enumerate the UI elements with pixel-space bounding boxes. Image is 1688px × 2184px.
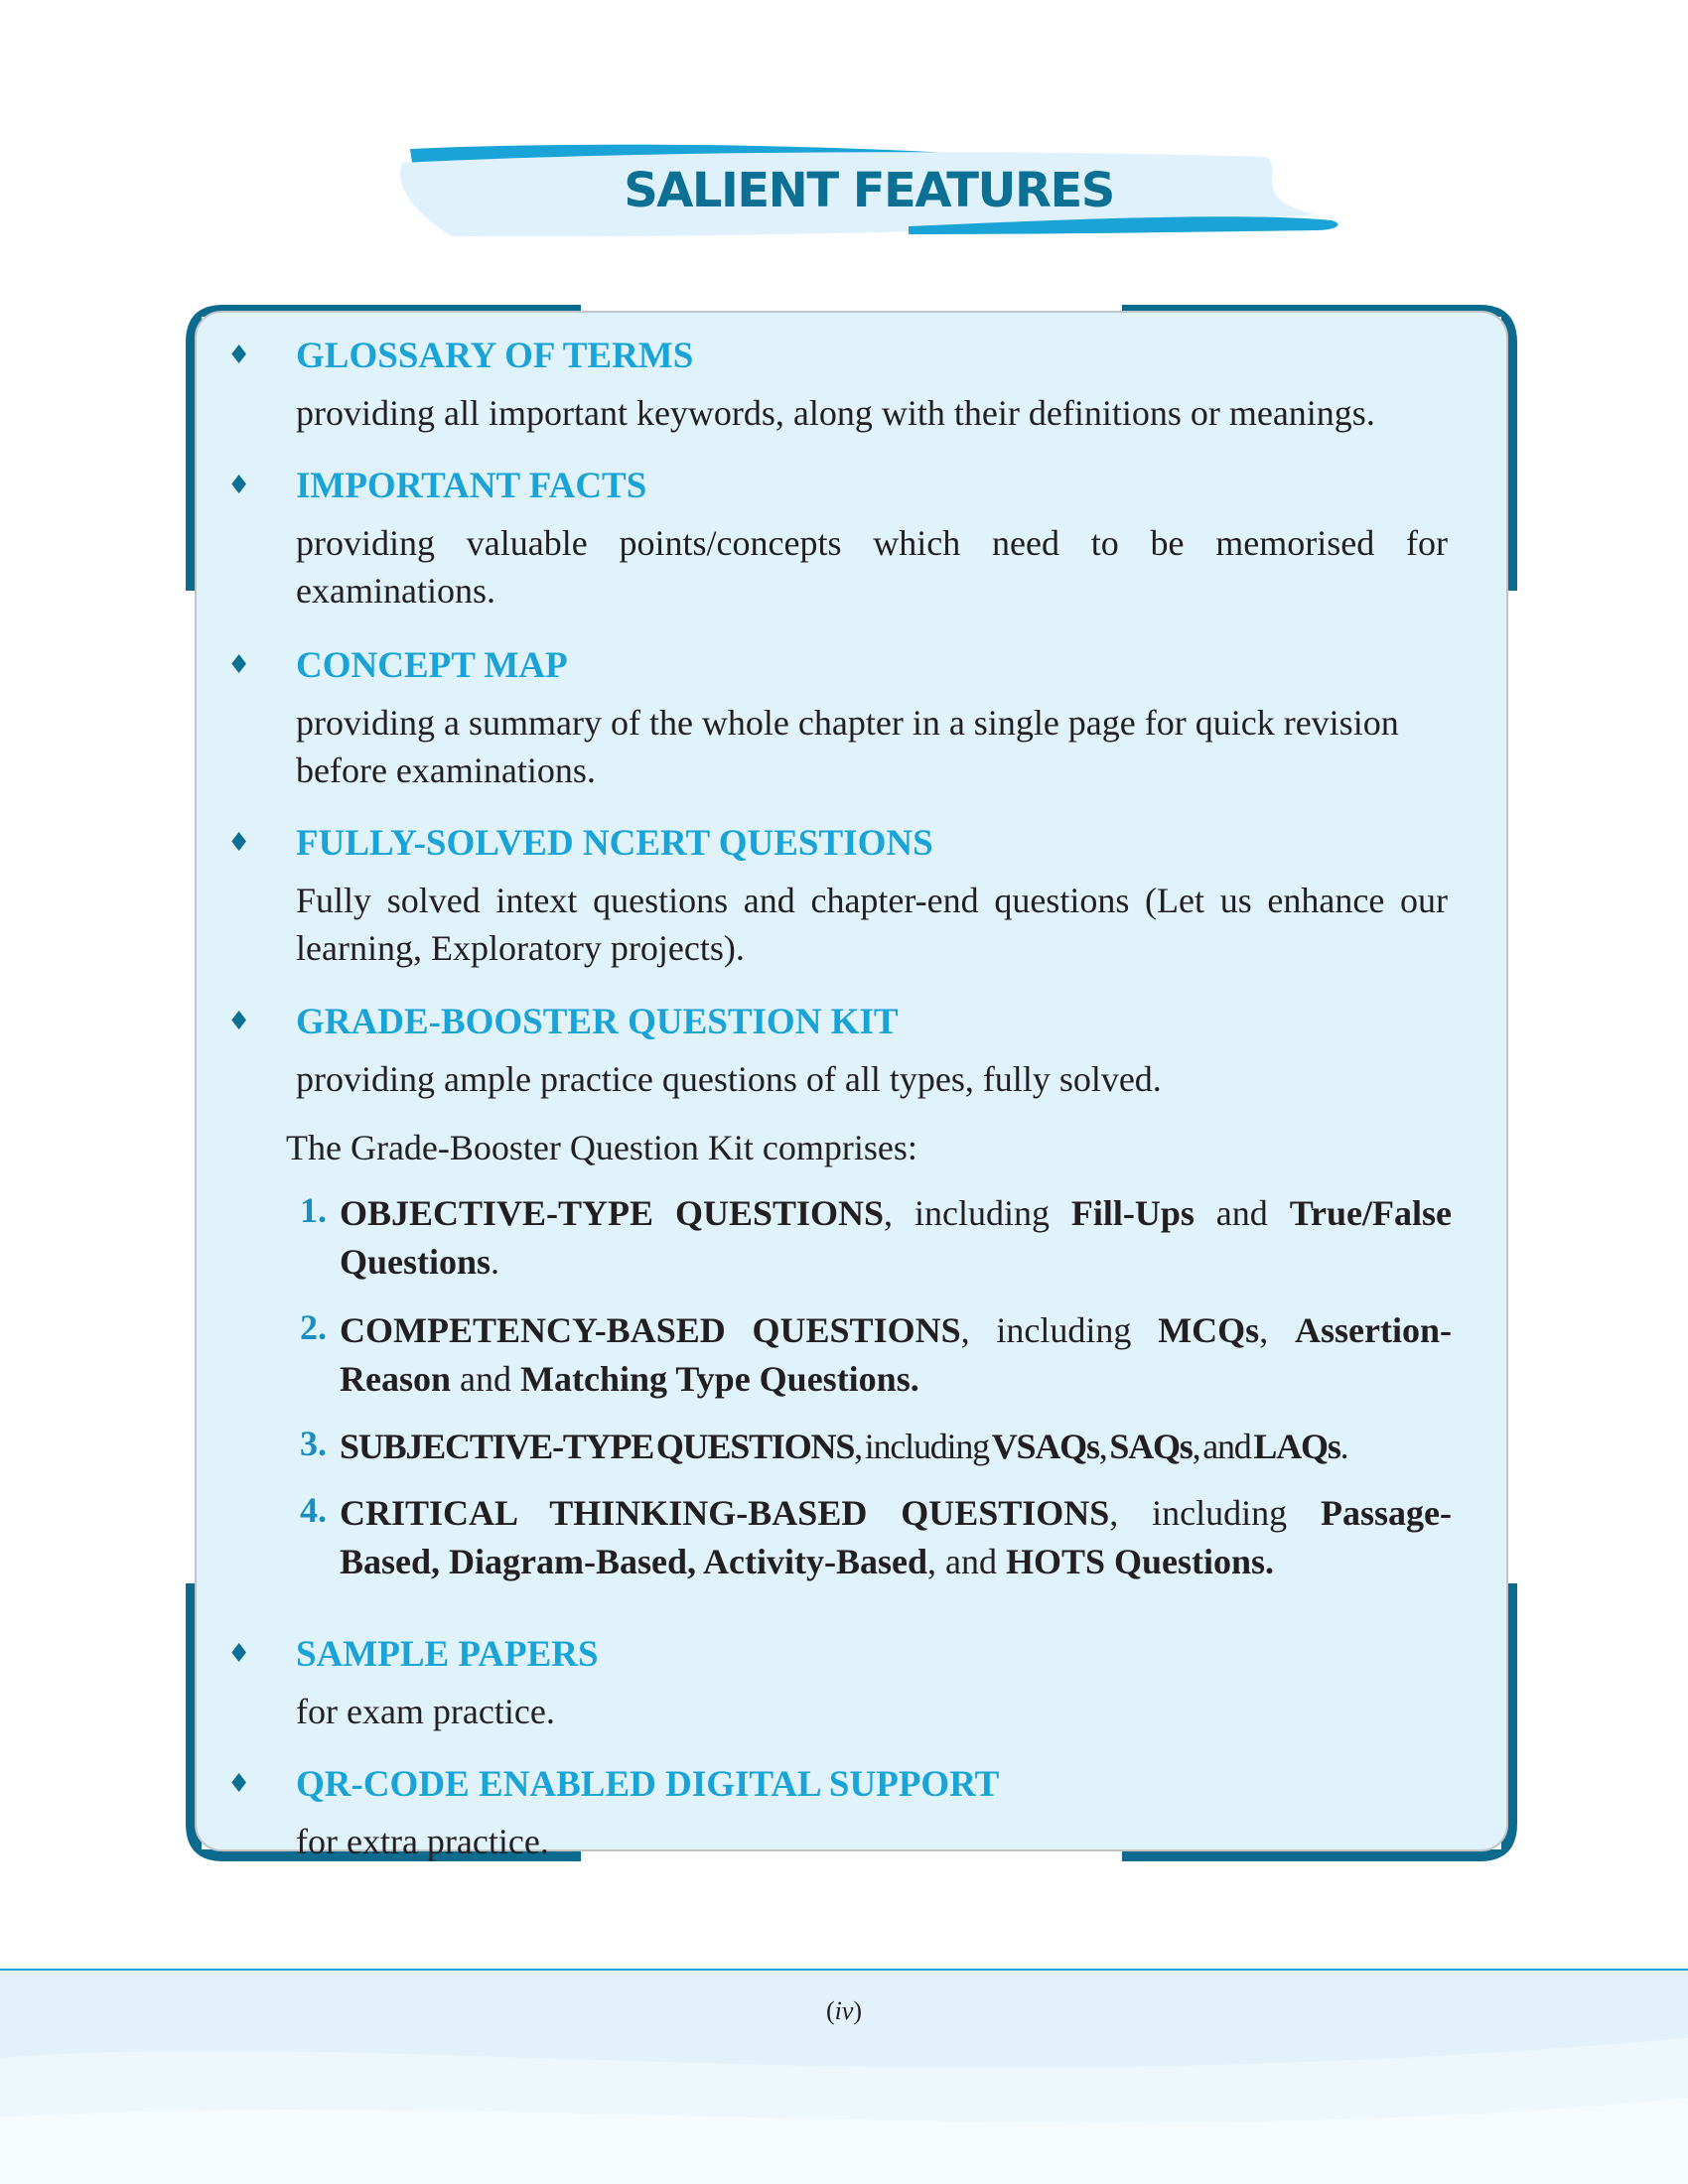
kit-text-segment: , [1098, 1427, 1110, 1466]
diamond-bullet-icon: ♦ [227, 1639, 251, 1669]
kit-bold-term: VSAQs [991, 1427, 1099, 1466]
feature-description: for extra practice. [296, 1822, 549, 1861]
feature-description: providing a summary of the whole chapter in a single page for quick revision before examinations. [296, 703, 1399, 790]
kit-text-segment: . [491, 1242, 500, 1282]
feature-description: providing valuable points/concepts which need to be memorised for examinations. [296, 523, 1448, 611]
feature-title: CONCEPT MAP [296, 645, 568, 686]
kit-bold-term: True/False Questions [340, 1193, 1452, 1282]
kit-bold-term: COMPETENCY-BASED QUESTIONS [340, 1310, 961, 1350]
kit-item-text [340, 1189, 1452, 1287]
page-footer [0, 1969, 1688, 2184]
kit-bold-term: MCQs [1158, 1310, 1260, 1350]
title-banner [392, 139, 1345, 248]
kit-bold-term: OBJECTIVE-TYPE QUESTIONS [340, 1193, 885, 1233]
kit-bold-term: CRITICAL THINKING-BASED QUESTIONS [340, 1493, 1110, 1533]
kit-bold-term: Fill-Ups [1070, 1193, 1195, 1233]
page-number: (iv) [825, 1996, 863, 2025]
kit-item-text [340, 1489, 1452, 1586]
list-number: 2. [300, 1307, 327, 1347]
page-title: SALIENT FEATURES [624, 163, 1114, 218]
feature-description: providing ample practice questions of all types, fully solved. [296, 1059, 1162, 1099]
features-panel [184, 303, 1519, 1863]
kit-text-segment: , including [854, 1427, 992, 1466]
kit-text-segment: and [451, 1359, 520, 1399]
kit-bold-term: SAQs [1109, 1427, 1193, 1466]
list-number: 4. [300, 1490, 327, 1530]
kit-bold-term: Matching Type Questions. [520, 1359, 919, 1399]
kit-text-segment: , and [926, 1542, 1006, 1581]
kit-text-segment: , including [884, 1193, 1071, 1233]
kit-text-segment: , and [1192, 1427, 1254, 1466]
feature-title: GRADE-BOOSTER QUESTION KIT [296, 1002, 899, 1042]
kit-text-segment: , including [960, 1310, 1159, 1350]
kit-bold-term: HOTS Questions. [1005, 1542, 1275, 1581]
diamond-bullet-icon: ♦ [227, 1007, 251, 1036]
kit-text-segment: and [1194, 1193, 1290, 1233]
kit-item-text [340, 1306, 1452, 1404]
feature-title: GLOSSARY OF TERMS [296, 336, 694, 376]
list-number: 1. [300, 1190, 327, 1230]
diamond-bullet-icon: ♦ [227, 471, 251, 500]
kit-text-segment: . [1339, 1427, 1348, 1466]
diamond-bullet-icon: ♦ [227, 828, 251, 858]
feature-title: QR-CODE ENABLED DIGITAL SUPPORT [296, 1764, 1000, 1805]
list-number: 3. [300, 1424, 327, 1463]
feature-description: providing all important keywords, along with their definitions or meanings. [296, 393, 1375, 433]
kit-item-text [340, 1423, 1452, 1471]
diamond-bullet-icon: ♦ [227, 341, 251, 370]
kit-text-segment: , [1259, 1310, 1296, 1350]
diamond-bullet-icon: ♦ [227, 1769, 251, 1799]
feature-title: SAMPLE PAPERS [296, 1634, 599, 1675]
feature-title: IMPORTANT FACTS [296, 466, 647, 506]
feature-description: for exam practice. [296, 1692, 555, 1731]
kit-bold-term: Assertion-Reason [340, 1310, 1452, 1399]
feature-description: Fully solved intext questions and chapter-end questions (Let us enhance our learning, Exploratory projects). [296, 881, 1448, 968]
feature-title: FULLY-SOLVED NCERT QUESTIONS [296, 823, 933, 864]
diamond-bullet-icon: ♦ [227, 650, 251, 680]
kit-bold-term: LAQs [1253, 1427, 1340, 1466]
kit-bold-term: SUBJECTIVE-TYPE QUESTIONS [340, 1427, 855, 1466]
kit-text-segment: , including [1109, 1493, 1322, 1533]
kit-bold-term: Passage-Based, Diagram-Based, Activity-Based [340, 1493, 1452, 1581]
kit-intro: The Grade-Booster Question Kit comprises: [286, 1128, 917, 1167]
